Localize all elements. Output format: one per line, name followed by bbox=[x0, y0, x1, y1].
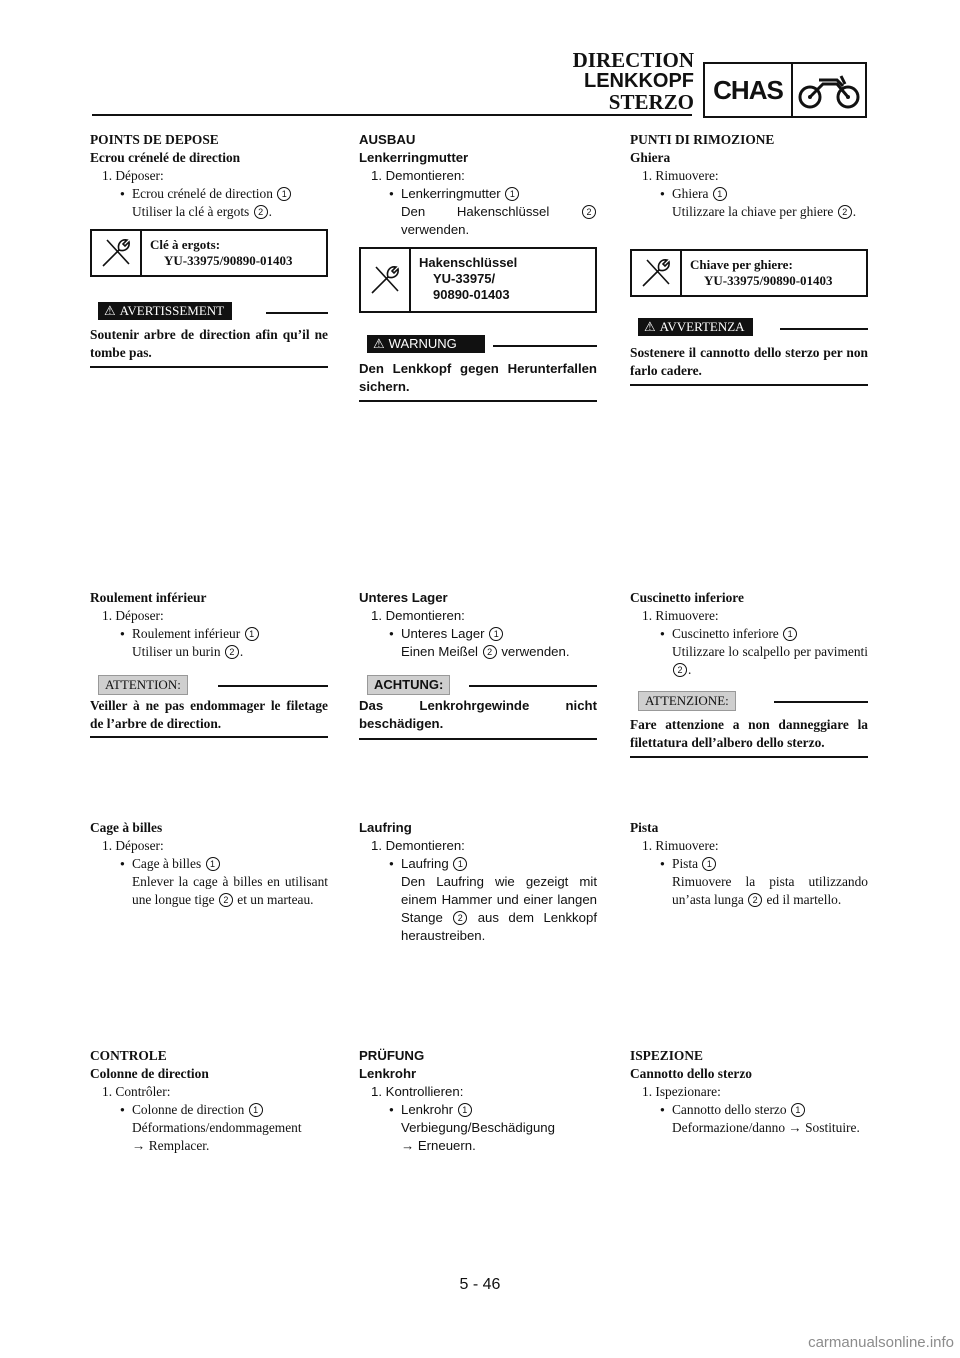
fr-warning-text: Soutenir arbre de direction afin qu’il ne tombe pas. bbox=[90, 327, 328, 360]
tool-number: YU-33975/90890-01403 bbox=[164, 253, 293, 268]
de-instruction: Einen Meißel 2 verwenden. bbox=[401, 644, 570, 659]
fr-heading: POINTS DE DEPOSE bbox=[90, 132, 219, 147]
it-special-tool-box bbox=[630, 249, 868, 297]
wrench-icon bbox=[632, 251, 682, 295]
fr-item: ● Cage à billes 1 bbox=[90, 855, 328, 873]
it-lower-bearing-section bbox=[630, 589, 868, 679]
de-warning-header bbox=[359, 335, 597, 357]
section-title bbox=[573, 50, 694, 113]
ref-1-marker: 1 bbox=[713, 187, 727, 201]
ref-2-marker: 2 bbox=[483, 645, 497, 659]
caution-label: ACHTUNG: bbox=[367, 675, 450, 695]
fr-item: ● Colonne de direction 1 bbox=[90, 1101, 328, 1119]
title-it: STERZO bbox=[608, 90, 694, 114]
title-de: LENKKOPF bbox=[584, 70, 694, 92]
de-removal-section bbox=[359, 131, 597, 239]
ref-1-marker: 1 bbox=[791, 1103, 805, 1117]
de-item: ● Laufring 1 bbox=[359, 855, 597, 873]
wrench-icon bbox=[361, 249, 411, 311]
de-inspection-section bbox=[359, 1047, 597, 1155]
de-instruction: Den Hakenschlüssel 2 verwenden. bbox=[359, 203, 597, 239]
de-instruction: → Erneuern. bbox=[401, 1138, 476, 1153]
de-instruction: Den Laufring wie gezeigt mit einem Hammer und einer langen Stange 2 aus dem Lenkkopf heraustreiben. bbox=[401, 874, 597, 943]
it-item: ● Cannotto dello sterzo 1 bbox=[630, 1101, 868, 1119]
fr-step: 1. Contrôler: bbox=[102, 1084, 171, 1099]
tool-name: Clé à ergots: bbox=[150, 237, 221, 252]
divider bbox=[359, 400, 597, 402]
fr-removal-section bbox=[90, 131, 328, 221]
header-rule bbox=[92, 114, 692, 116]
fr-special-tool-box bbox=[90, 229, 328, 277]
ref-1-marker: 1 bbox=[277, 187, 291, 201]
fr-instruction: Enlever la cage à billes en utilisant une longue tige 2 et un marteau. bbox=[132, 874, 328, 907]
ref-2-marker: 2 bbox=[838, 205, 852, 219]
tool-number: YU-33975/90890-01403 bbox=[704, 273, 833, 288]
ref-1-marker: 1 bbox=[206, 857, 220, 871]
tool-number: 90890-01403 bbox=[433, 287, 510, 302]
it-heading: Cuscinetto inferiore bbox=[630, 590, 744, 605]
fr-subheading: Ecrou crénelé de direction bbox=[90, 150, 241, 165]
it-item: ● Pista 1 bbox=[630, 855, 868, 873]
warning-icon: ⚠ bbox=[373, 336, 385, 351]
fr-item: ● Ecrou crénelé de direction 1 bbox=[90, 185, 328, 203]
de-warning-text: Den Lenkkopf gegen Herunterfallen sichern. bbox=[359, 361, 597, 394]
it-removal-section bbox=[630, 131, 868, 221]
de-step: 1. Kontrollieren: bbox=[371, 1084, 464, 1099]
it-step: 1. Rimuovere: bbox=[642, 838, 719, 853]
it-caution-text: Fare attenzione a non danneggiare la filettatura dell’albero dello sterzo. bbox=[630, 717, 868, 750]
ref-2-marker: 2 bbox=[219, 893, 233, 907]
it-warning-header bbox=[630, 318, 868, 340]
wrench-icon bbox=[92, 231, 142, 275]
it-subheading: Ghiera bbox=[630, 150, 671, 165]
fr-instruction: Utiliser la clé à ergots 2 . bbox=[132, 204, 272, 219]
divider bbox=[359, 738, 597, 740]
ref-2-marker: 2 bbox=[582, 205, 596, 219]
de-step: 1. Demontieren: bbox=[371, 168, 465, 183]
fr-heading: Cage à billes bbox=[90, 820, 163, 835]
ref-2-marker: 2 bbox=[453, 911, 467, 925]
de-item: ● Lenkerringmutter 1 bbox=[359, 185, 597, 203]
ref-2-marker: 2 bbox=[225, 645, 239, 659]
ref-1-marker: 1 bbox=[453, 857, 467, 871]
divider bbox=[630, 384, 868, 386]
caution-label: ATTENZIONE: bbox=[638, 691, 736, 711]
it-instruction: Rimuovere la pista utilizzando un’asta lunga 2 ed il martello. bbox=[672, 874, 868, 907]
divider bbox=[90, 736, 328, 738]
fr-inspection-section bbox=[90, 1047, 328, 1155]
warning-label: AVERTISSEMENT bbox=[119, 303, 225, 318]
watermark: carmanualsonline.info bbox=[808, 1334, 954, 1351]
de-heading: AUSBAU bbox=[359, 132, 416, 147]
warning-label: AVVERTENZA bbox=[659, 319, 745, 334]
de-item: ● Lenkrohr 1 bbox=[359, 1101, 597, 1119]
it-heading: ISPEZIONE bbox=[630, 1048, 703, 1063]
it-heading: PUNTI DI RIMOZIONE bbox=[630, 132, 775, 147]
ref-2-marker: 2 bbox=[748, 893, 762, 907]
ref-1-marker: 1 bbox=[702, 857, 716, 871]
caution-label: ATTENTION: bbox=[98, 675, 188, 695]
fr-warning-header bbox=[90, 302, 328, 324]
fr-instruction: Utiliser un burin 2 . bbox=[132, 644, 244, 659]
fr-step: 1. Déposer: bbox=[102, 838, 164, 853]
fr-race-section bbox=[90, 819, 328, 909]
warning-icon: ⚠ bbox=[644, 319, 656, 334]
fr-heading: Roulement inférieur bbox=[90, 590, 207, 605]
tool-name: Chiave per ghiere: bbox=[690, 257, 793, 272]
fr-step: 1. Déposer: bbox=[102, 168, 164, 183]
it-instruction: Utilizzare la chiave per ghiere 2 . bbox=[672, 204, 857, 219]
ref-1-marker: 1 bbox=[783, 627, 797, 641]
it-subheading: Cannotto dello sterzo bbox=[630, 1066, 752, 1081]
de-step: 1. Demontieren: bbox=[371, 838, 465, 853]
it-instruction: Deformazione/danno → Sostituire. bbox=[672, 1120, 860, 1135]
de-race-section bbox=[359, 819, 597, 945]
it-warning-text: Sostenere il cannotto dello sterzo per non farlo cadere. bbox=[630, 345, 868, 378]
fr-subheading: Colonne de direction bbox=[90, 1066, 209, 1081]
fr-instruction: Déformations/endommagement → Remplacer. bbox=[132, 1120, 302, 1153]
de-special-tool-box bbox=[359, 247, 597, 313]
fr-caution-text: Veiller à ne pas endommager le filetage de l’arbre de direction. bbox=[90, 698, 328, 731]
it-step: 1. Rimuovere: bbox=[642, 608, 719, 623]
it-item: ● Cuscinetto inferiore 1 bbox=[630, 625, 868, 643]
ref-1-marker: 1 bbox=[489, 627, 503, 641]
de-subheading: Lenkerringmutter bbox=[359, 150, 469, 165]
ref-1-marker: 1 bbox=[249, 1103, 263, 1117]
fr-item: ● Roulement inférieur 1 bbox=[90, 625, 328, 643]
de-heading: Laufring bbox=[359, 820, 412, 835]
de-subheading: Lenkrohr bbox=[359, 1066, 417, 1081]
it-caution-header bbox=[630, 691, 868, 713]
it-step: 1. Ispezionare: bbox=[642, 1084, 721, 1099]
de-lower-bearing-section bbox=[359, 589, 597, 661]
de-heading: PRÜFUNG bbox=[359, 1048, 425, 1063]
fr-lower-bearing-section bbox=[90, 589, 328, 661]
divider bbox=[630, 756, 868, 758]
title-fr: DIRECTION bbox=[572, 48, 694, 72]
page-number: 5 - 46 bbox=[459, 1276, 501, 1293]
ref-1-marker: 1 bbox=[245, 627, 259, 641]
it-step: 1. Rimuovere: bbox=[642, 168, 719, 183]
ref-2-marker: 2 bbox=[254, 205, 268, 219]
de-step: 1. Demontieren: bbox=[371, 608, 465, 623]
tool-number: YU-33975/ bbox=[433, 271, 496, 286]
ref-2-marker: 2 bbox=[673, 663, 687, 677]
de-caution-header bbox=[359, 675, 597, 697]
de-caution-text: Das Lenkrohrgewinde nicht beschädigen. bbox=[359, 698, 597, 731]
it-heading: Pista bbox=[630, 820, 659, 835]
it-race-section bbox=[630, 819, 868, 909]
chapter-label: CHAS bbox=[705, 64, 793, 116]
de-heading: Unteres Lager bbox=[359, 590, 448, 605]
fr-heading: CONTROLE bbox=[90, 1048, 167, 1063]
motorcycle-icon bbox=[793, 64, 865, 116]
it-inspection-section bbox=[630, 1047, 868, 1137]
it-item: ● Ghiera 1 bbox=[630, 185, 868, 203]
ref-1-marker: 1 bbox=[505, 187, 519, 201]
warning-icon: ⚠ bbox=[104, 303, 116, 318]
it-instruction: Utilizzare lo scalpello per pavimenti 2 . bbox=[672, 644, 868, 677]
fr-step: 1. Déposer: bbox=[102, 608, 164, 623]
warning-label: WARNUNG bbox=[388, 336, 457, 351]
tool-name: Hakenschlüssel bbox=[419, 255, 518, 270]
ref-1-marker: 1 bbox=[458, 1103, 472, 1117]
de-item: ● Unteres Lager 1 bbox=[359, 625, 597, 643]
de-instruction: Verbiegung/Beschädigung bbox=[401, 1120, 555, 1135]
divider bbox=[90, 366, 328, 368]
fr-caution-header bbox=[90, 675, 328, 697]
chapter-badge bbox=[703, 62, 867, 118]
